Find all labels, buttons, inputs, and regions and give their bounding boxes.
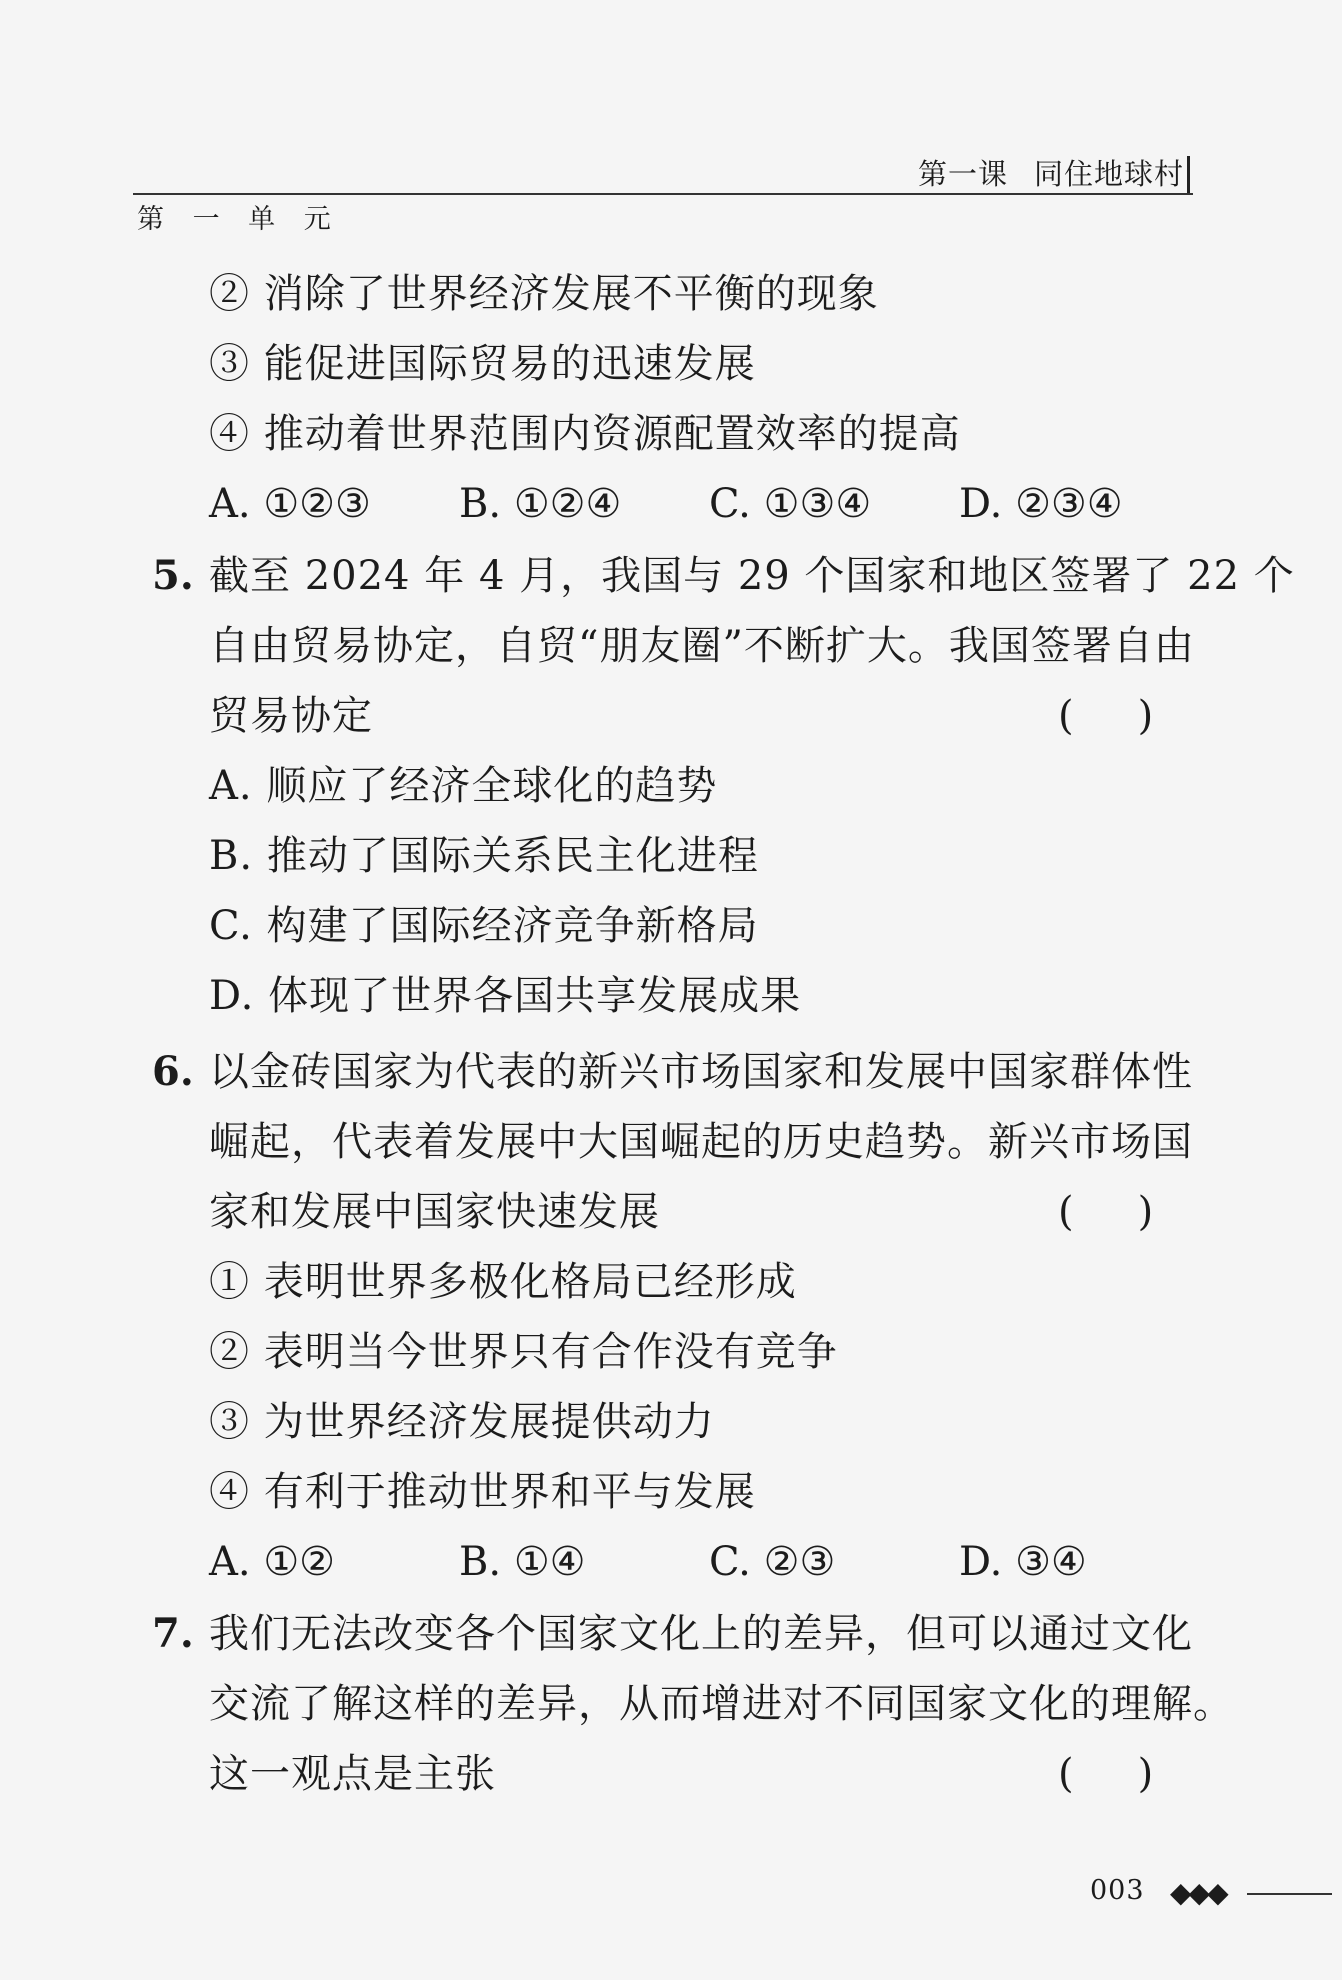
q6-stem-line-1: 以金砖国家为代表的新兴市场国家和发展中国家群体性 (209, 1049, 1193, 1095)
q7-number: 7. (152, 1610, 194, 1657)
lesson-number: 第一课 (917, 157, 1008, 191)
q6-choice-b[interactable]: B. ①④ (459, 1539, 586, 1585)
q5-stem-line-2: 自由贸易协定，自贸“朋友圈”不断扩大。我国签署自由 (209, 623, 1195, 669)
q6-item-3: ③ 为世界经济发展提供动力 (209, 1399, 715, 1445)
q6-item-4: ④ 有利于推动世界和平与发展 (209, 1469, 756, 1515)
q7-answer-blank[interactable]: ( ) (1058, 1751, 1154, 1797)
q6-choice-c[interactable]: C. ②③ (709, 1539, 836, 1585)
q6-number: 6. (152, 1048, 194, 1095)
q5-number: 5. (152, 552, 194, 599)
q4-choice-b[interactable]: B. ①②④ (459, 481, 622, 527)
q4-choice-d[interactable]: D. ②③④ (959, 481, 1123, 527)
q4-choice-c[interactable]: C. ①③④ (709, 481, 872, 527)
q5-option-a[interactable]: A. 顺应了经济全球化的趋势 (209, 763, 718, 809)
q5-option-d[interactable]: D. 体现了世界各国共享发展成果 (209, 973, 802, 1019)
header-rule (133, 193, 1193, 195)
header-bar (1187, 156, 1190, 194)
q6-item-2: ② 表明当今世界只有合作没有竞争 (209, 1329, 838, 1375)
page-number: 003 (1090, 1875, 1145, 1906)
q6-answer-blank[interactable]: ( ) (1058, 1189, 1154, 1235)
q6-stem-line-2: 崛起，代表着发展中大国崛起的历史趋势。新兴市场国 (209, 1119, 1193, 1165)
footer-rule (1247, 1893, 1332, 1895)
q7-stem-line-1: 我们无法改变各个国家文化上的差异，但可以通过文化 (209, 1611, 1193, 1657)
q5-answer-blank[interactable]: ( ) (1058, 693, 1154, 739)
q5-stem-line-1: 截至 2024 年 4 月，我国与 29 个国家和地区签署了 22 个 (209, 553, 1295, 599)
q6-stem-line-3: 家和发展中国家快速发展 (209, 1189, 660, 1235)
q4-item-4: ④ 推动着世界范围内资源配置效率的提高 (209, 411, 961, 457)
q5-option-b[interactable]: B. 推动了国际关系民主化进程 (209, 833, 759, 879)
running-header-lesson (918, 152, 1184, 193)
q6-choice-a[interactable]: A. ①② (209, 1539, 336, 1585)
q4-choice-a[interactable]: A. ①②③ (209, 481, 371, 527)
running-header-unit: 第 一 单 元 (137, 204, 341, 235)
q5-stem-line-3: 贸易协定 (209, 693, 373, 739)
lesson-title: 同住地球村 (1033, 157, 1184, 191)
diamond-ornament-icon: ◆◆◆ (1170, 1876, 1226, 1909)
q6-item-1: ① 表明世界多极化格局已经形成 (209, 1259, 797, 1305)
q5-option-c[interactable]: C. 构建了国际经济竞争新格局 (209, 903, 759, 949)
q6-choice-d[interactable]: D. ③④ (959, 1539, 1087, 1585)
q4-item-3: ③ 能促进国际贸易的迅速发展 (209, 341, 756, 387)
q4-item-2: ② 消除了世界经济发展不平衡的现象 (209, 271, 879, 317)
q7-stem-line-3: 这一观点是主张 (209, 1751, 496, 1797)
q7-stem-line-2: 交流了解这样的差异，从而增进对不同国家文化的理解。 (209, 1681, 1234, 1727)
